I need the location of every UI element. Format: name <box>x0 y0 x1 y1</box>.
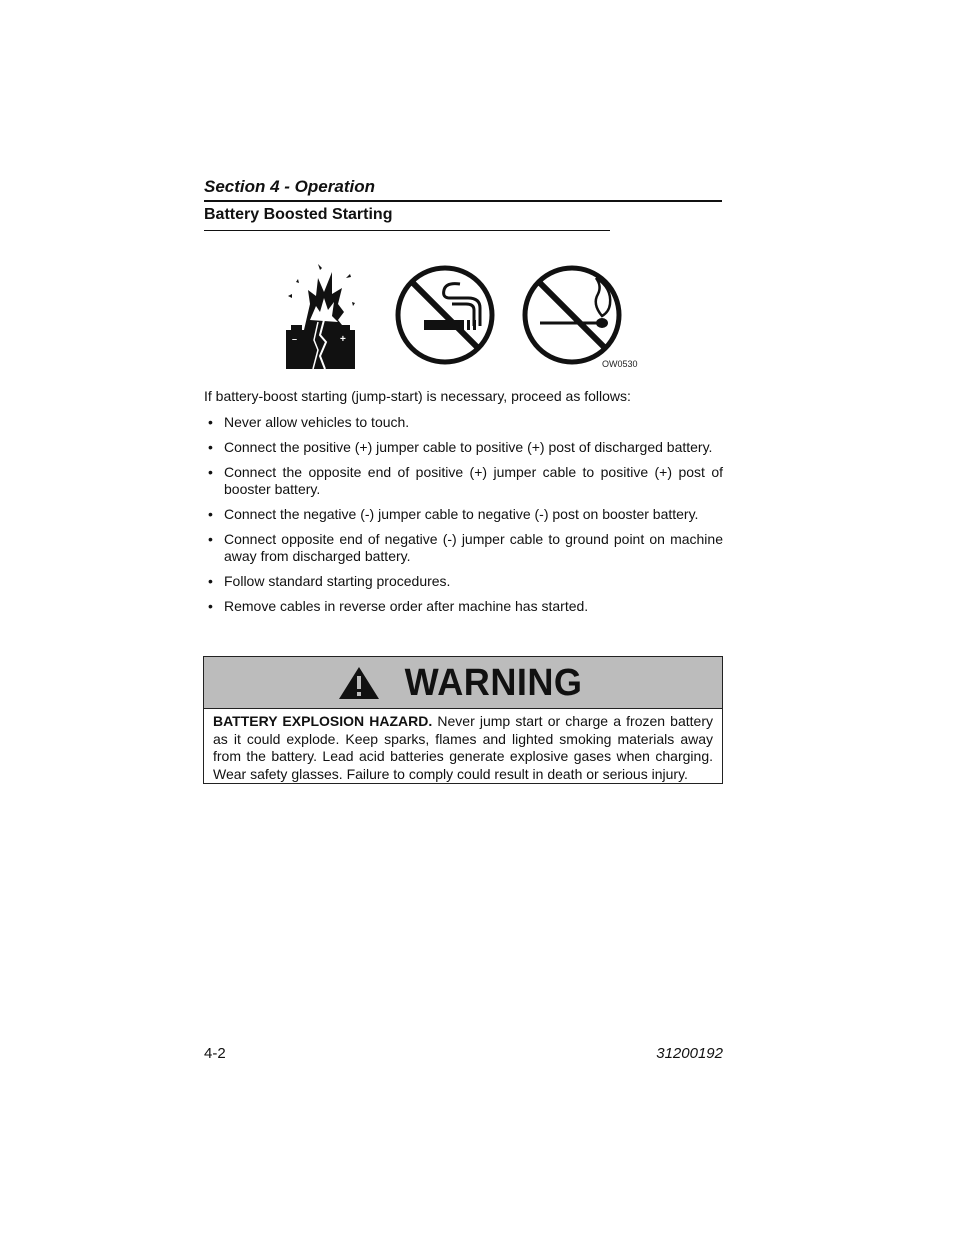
list-item: • Connect opposite end of negative (-) jumper cable to ground point on machine away from discharged battery. <box>208 531 723 564</box>
svg-text:–: – <box>292 334 298 344</box>
warning-triangle-icon <box>338 666 380 700</box>
list-item: • Never allow vehicles to touch. <box>208 414 410 430</box>
intro-text: If battery-boost starting (jump-start) is necessary, proceed as follows: <box>204 388 631 404</box>
list-item: • Connect the positive (+) jumper cable to positive (+) post of discharged battery. <box>208 439 713 455</box>
figure-code: OW0530 <box>602 359 638 369</box>
subsection-title: Battery Boosted Starting <box>204 206 393 223</box>
procedure-list <box>204 414 723 623</box>
battery-explosion-icon <box>286 264 355 369</box>
warning-title: WARNING <box>405 661 583 704</box>
subsection-divider <box>204 230 610 231</box>
section-divider <box>204 200 722 202</box>
page-number: 4-2 <box>204 1045 226 1062</box>
list-item: • Remove cables in reverse order after machine has started. <box>208 598 589 614</box>
list-item-text: Connect the positive (+) jumper cable to positive (+) post of discharged battery. <box>224 439 713 455</box>
list-item-text: Follow standard starting procedures. <box>224 573 451 589</box>
svg-text:+: + <box>340 334 346 345</box>
list-item-text: Connect the opposite end of positive (+) jumper cable to positive (+) post of booster battery. <box>224 464 723 497</box>
warning-hazard: BATTERY EXPLOSION HAZARD. <box>213 713 433 729</box>
no-smoking-icon <box>398 268 492 362</box>
list-item: • Follow standard starting procedures. <box>208 573 451 589</box>
section-title: Section 4 - Operation <box>204 177 375 196</box>
warning-box <box>203 656 723 784</box>
safety-figure <box>280 260 650 375</box>
list-item: • Connect the opposite end of positive (+) jumper cable to positive (+) post of booster battery. <box>208 464 723 497</box>
list-item: • Connect the negative (-) jumper cable to negative (-) post on booster battery. <box>208 506 699 522</box>
list-item-text: Remove cables in reverse order after machine has started. <box>224 598 589 614</box>
document-number: 31200192 <box>656 1045 723 1062</box>
list-item-text: Connect the negative (-) jumper cable to negative (-) post on booster battery. <box>224 506 699 522</box>
warning-header <box>204 657 722 709</box>
no-open-flame-icon <box>525 268 619 362</box>
warning-text: Never jump start or charge a frozen battery as it could explode. Keep sparks, flames and lighted smoking materials away from the battery. Lead acid batteries generate explosive gases when charging. Wear safety glasses. Failure to comply could result in death or serious injury. <box>213 713 713 782</box>
list-item-text: Connect opposite end of negative (-) jumper cable to ground point on machine away from discharged battery. <box>224 531 723 564</box>
list-item-text: Never allow vehicles to touch. <box>224 414 410 430</box>
warning-body <box>204 709 722 783</box>
